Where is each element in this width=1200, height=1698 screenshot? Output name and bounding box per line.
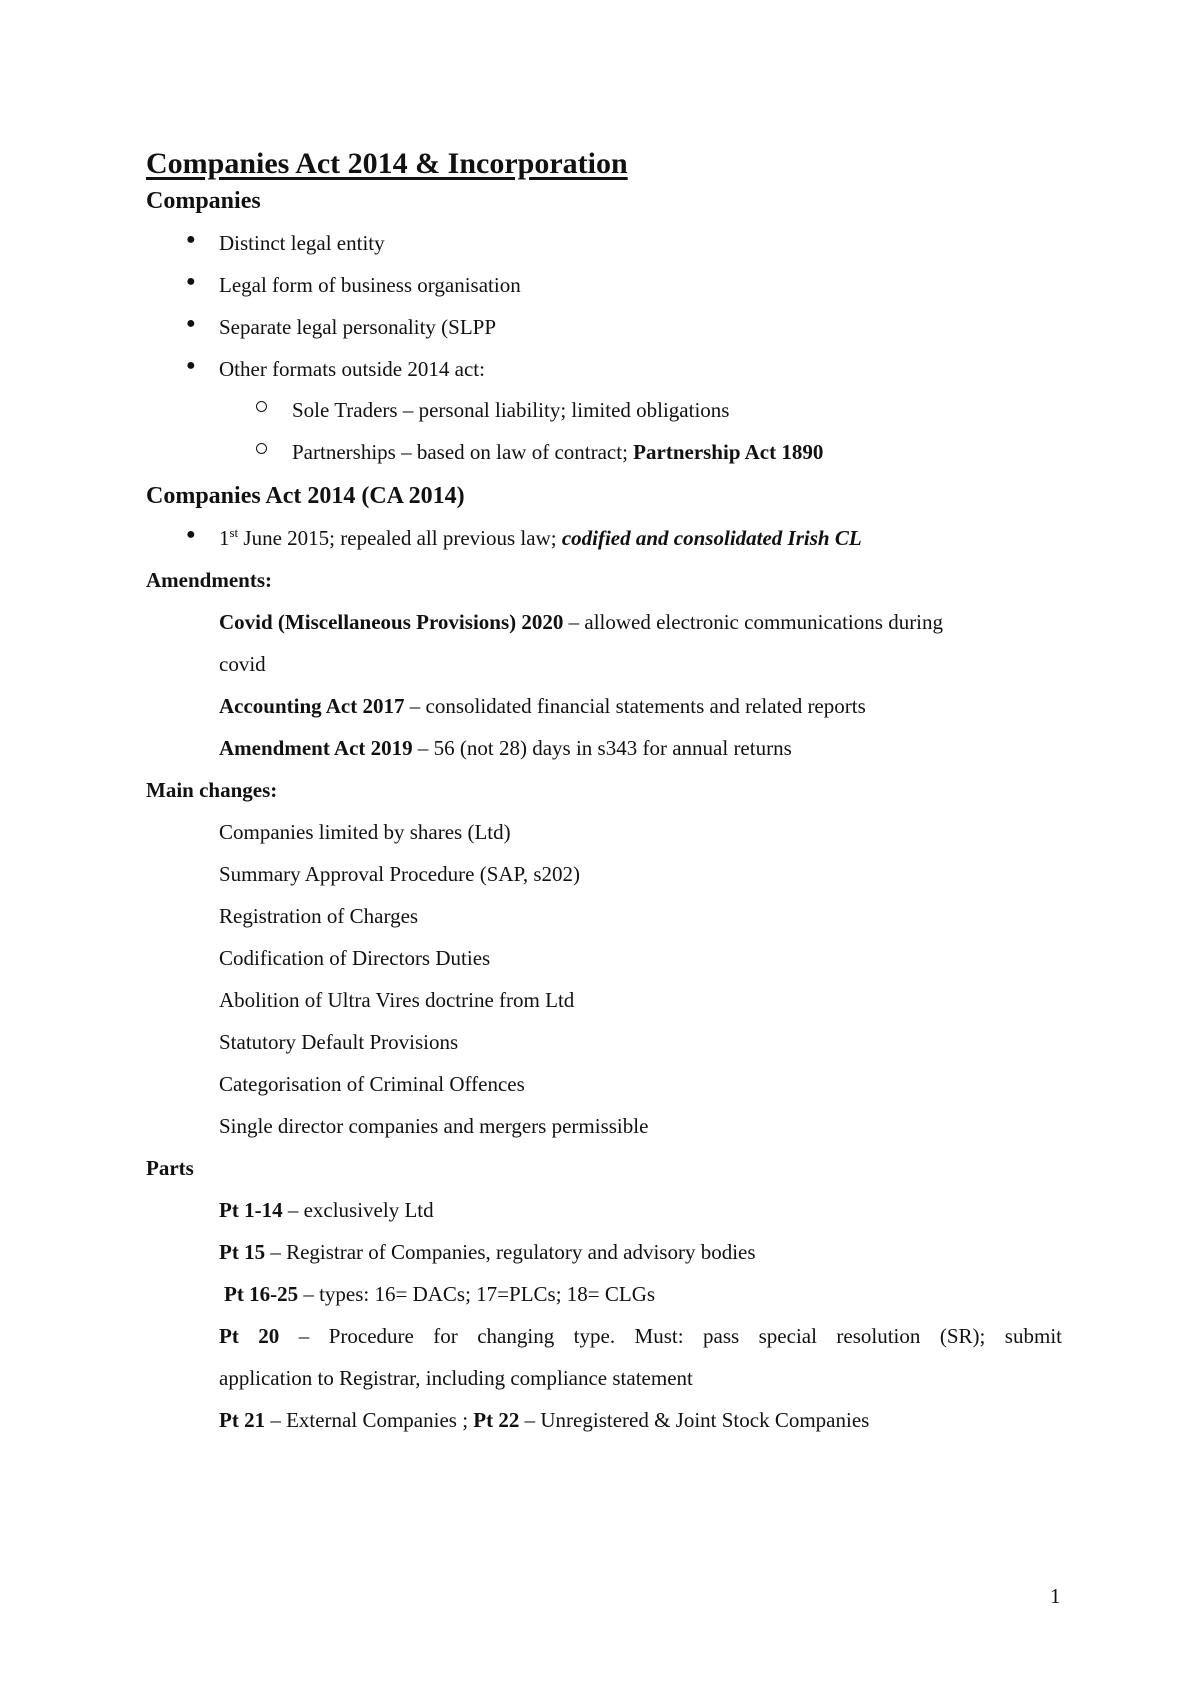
amendment-item: Covid (Miscellaneous Provisions) 2020 – allowed electronic communications during [219,610,944,634]
circle-bullet-icon [256,401,267,412]
circle-bullet-icon [256,443,267,454]
bullet-icon: ● [186,231,196,248]
part-item: Pt 15 – Registrar of Companies, regulatory and advisory bodies [219,1240,756,1264]
part-item: Pt 20 – Procedure for changing type. Must: pass special resolution (SR); submit [219,1324,1062,1348]
bullet-icon: ● [186,526,196,543]
page-title: Companies Act 2014 & Incorporation [146,147,628,180]
main-change-item: Codification of Directors Duties [219,946,491,970]
main-change-item: Abolition of Ultra Vires doctrine from Ltd [219,988,575,1012]
heading-main-changes: Main changes: [146,778,278,802]
bullet-icon: ● [186,357,196,374]
heading-ca2014: Companies Act 2014 (CA 2014) [146,483,465,509]
bullet-item: Other formats outside 2014 act: [219,357,485,381]
heading-parts: Parts [146,1156,194,1180]
bullet-item: Distinct legal entity [219,231,385,255]
bullet-item: 1st June 2015; repealed all previous law; codified and consolidated Irish CL [219,525,862,550]
page-number: 1 [1050,1584,1061,1608]
bullet-icon: ● [186,273,196,290]
heading-amendments: Amendments: [146,568,272,592]
main-change-item: Companies limited by shares (Ltd) [219,820,511,844]
bullet-item: Separate legal personality (SLPP [219,315,497,339]
bullet-item: Legal form of business organisation [219,273,521,297]
part-item: Pt 16-25 – types: 16= DACs; 17=PLCs; 18= CLGs [224,1282,656,1306]
part-item: Pt 1-14 – exclusively Ltd [219,1198,434,1222]
main-change-item: Categorisation of Criminal Offences [219,1072,525,1096]
amendment-item: Amendment Act 2019 – 56 (not 28) days in s343 for annual returns [219,736,792,760]
main-change-item: Statutory Default Provisions [219,1030,459,1054]
part-item-continued: application to Registrar, including compliance statement [219,1366,693,1390]
sub-bullet-item: Sole Traders – personal liability; limited obligations [292,398,730,422]
main-change-item: Single director companies and mergers permissible [219,1114,649,1138]
amendment-item: Accounting Act 2017 – consolidated financial statements and related reports [219,694,866,718]
main-change-item: Registration of Charges [219,904,419,928]
part-item: Pt 21 – External Companies ; Pt 22 – Unregistered & Joint Stock Companies [219,1408,870,1432]
main-change-item: Summary Approval Procedure (SAP, s202) [219,862,581,886]
bullet-icon: ● [186,315,196,332]
sub-bullet-item: Partnerships – based on law of contract; Partnership Act 1890 [292,440,824,464]
amendment-item-continued: covid [219,652,266,676]
heading-companies: Companies [146,188,261,214]
